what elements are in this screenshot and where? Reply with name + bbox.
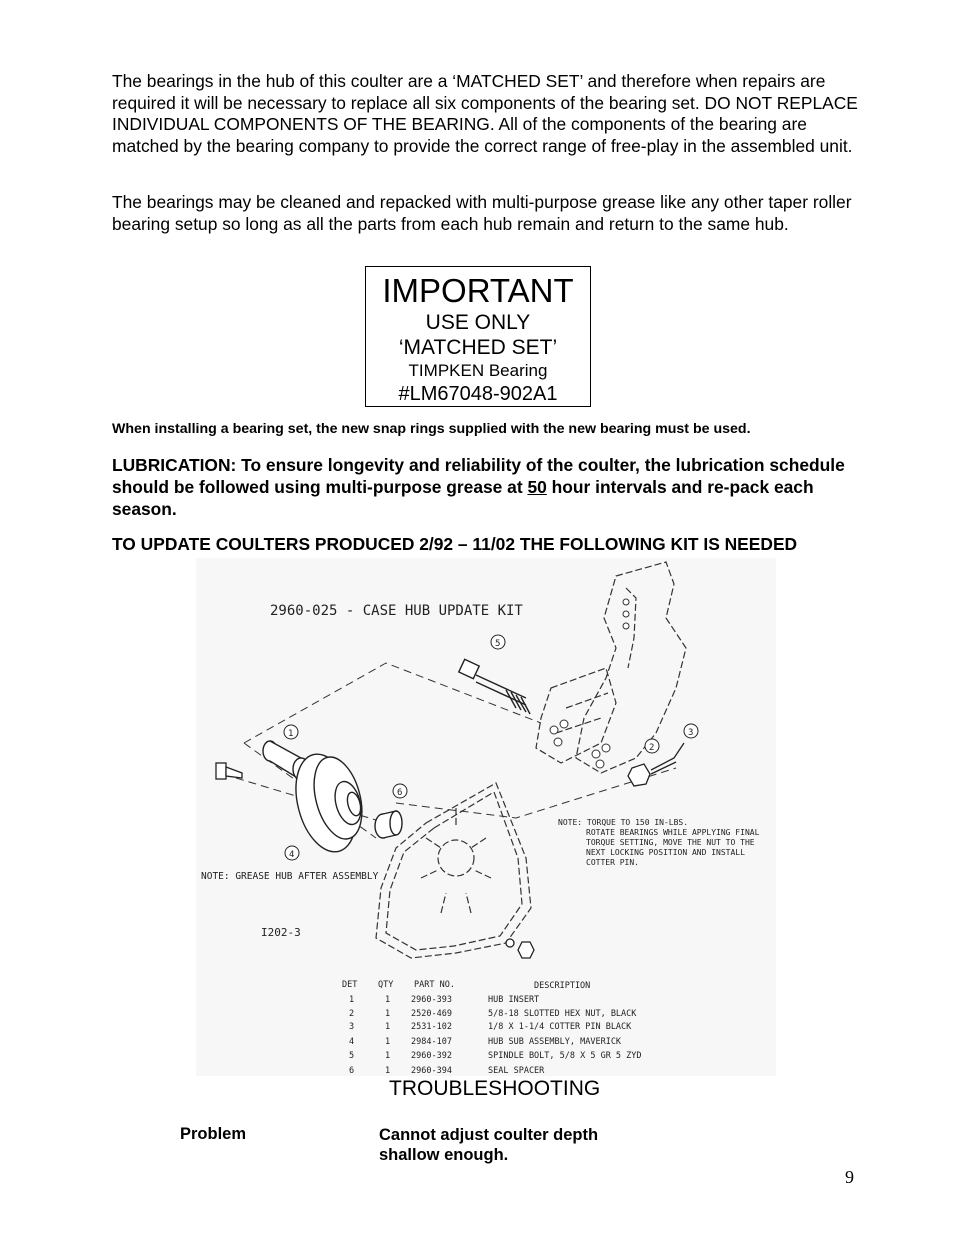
svg-text:NEXT LOCKING POSITION AND INST: NEXT LOCKING POSITION AND INSTALL bbox=[586, 848, 745, 857]
callout-5: 5 bbox=[495, 639, 501, 649]
svg-text:6: 6 bbox=[349, 1066, 355, 1076]
troubleshooting-heading: TROUBLESHOOTING bbox=[389, 1077, 601, 1100]
lubrication-hours: 50 bbox=[527, 477, 547, 497]
svg-text:COTTER PIN.: COTTER PIN. bbox=[586, 858, 639, 867]
svg-text:DET: DET bbox=[342, 980, 358, 990]
seal-spacer bbox=[375, 811, 402, 838]
callout-1: 1 bbox=[288, 729, 294, 739]
svg-text:QTY: QTY bbox=[378, 980, 394, 990]
important-title: IMPORTANT bbox=[382, 272, 574, 309]
svg-text:2531-102: 2531-102 bbox=[411, 1022, 452, 1032]
update-kit-heading: TO UPDATE COULTERS PRODUCED 2/92 – 11/02 THE FOLLOWING KIT IS NEEDED bbox=[112, 534, 798, 554]
problem-label: Problem bbox=[180, 1125, 247, 1143]
svg-text:SEAL SPACER: SEAL SPACER bbox=[488, 1066, 545, 1076]
svg-text:HUB INSERT: HUB INSERT bbox=[488, 995, 540, 1005]
svg-text:PART NO.: PART NO. bbox=[414, 980, 455, 990]
lubrication-text-start: LUBRICATION: To ensure longevity and reliability of the coulter, the lubrication schedule should be followed using multi-purpose grease at bbox=[112, 455, 845, 497]
important-part-number: #LM67048-902A1 bbox=[398, 383, 558, 405]
bearing-matched-set-paragraph: The bearings in the hub of this coulter are a ‘MATCHED SET’ and therefore when repairs are required it will be necessary to replace all six components of the bearing set. DO NOT REPLACE INDIVIDUAL COMPONENTS OF THE BEARING. All of the components of the bearing are matched by the bearing company to provide the correct range of free-play in the assembled unit. bbox=[112, 71, 858, 156]
snap-ring-note: When installing a bearing set, the new snap rings supplied with the new bearing must be used. bbox=[112, 421, 751, 437]
svg-text:2520-469: 2520-469 bbox=[411, 1009, 452, 1019]
svg-text:1: 1 bbox=[385, 1009, 391, 1019]
svg-text:2960-393: 2960-393 bbox=[411, 995, 452, 1005]
page-number: 9 bbox=[845, 1167, 854, 1187]
important-bearing-brand: TIMPKEN Bearing bbox=[408, 361, 548, 380]
svg-text:3: 3 bbox=[349, 1022, 355, 1032]
svg-text:2960-392: 2960-392 bbox=[411, 1051, 452, 1061]
svg-text:DESCRIPTION: DESCRIPTION bbox=[534, 981, 591, 991]
drawing-title: 2960-025 - CASE HUB UPDATE KIT bbox=[270, 603, 523, 619]
bearing-repack-paragraph: The bearings may be cleaned and repacked with multi-purpose grease like any other taper roller bearing setup so long as all the parts from each hub remain and return to the same hub. bbox=[112, 192, 852, 234]
svg-text:TORQUE SETTING, MOVE THE NUT T: TORQUE SETTING, MOVE THE NUT TO THE bbox=[586, 838, 755, 847]
svg-text:1: 1 bbox=[385, 1037, 391, 1047]
lubrication-text-end: hour intervals and re-pack each season. bbox=[112, 477, 814, 519]
svg-text:1: 1 bbox=[385, 995, 391, 1005]
callout-3: 3 bbox=[688, 728, 694, 738]
callout-2: 2 bbox=[649, 743, 655, 753]
important-use-only: USE ONLY bbox=[425, 311, 531, 334]
svg-text:1: 1 bbox=[385, 1066, 391, 1076]
svg-text:5/8-18 SLOTTED HEX NUT, BLACK: 5/8-18 SLOTTED HEX NUT, BLACK bbox=[488, 1009, 637, 1019]
svg-text:1: 1 bbox=[385, 1051, 391, 1061]
callout-4: 4 bbox=[289, 850, 295, 860]
svg-text:2984-107: 2984-107 bbox=[411, 1037, 452, 1047]
svg-text:HUB SUB ASSEMBLY, MAVERICK: HUB SUB ASSEMBLY, MAVERICK bbox=[488, 1037, 622, 1047]
svg-text:4: 4 bbox=[349, 1037, 355, 1047]
svg-text:1: 1 bbox=[349, 995, 355, 1005]
svg-text:2960-394: 2960-394 bbox=[411, 1066, 452, 1076]
hub-update-kit-drawing bbox=[196, 558, 776, 1076]
svg-text:2: 2 bbox=[349, 1009, 355, 1019]
svg-text:NOTE: TORQUE TO 150 IN-LBS.: NOTE: TORQUE TO 150 IN-LBS. bbox=[558, 818, 689, 827]
svg-text:1: 1 bbox=[385, 1022, 391, 1032]
exploded-view-svg bbox=[196, 558, 776, 1076]
svg-text:1/8 X 1-1/4 COTTER PIN BLACK: 1/8 X 1-1/4 COTTER PIN BLACK bbox=[488, 1022, 632, 1032]
problem-description: Cannot adjust coulter depth shallow enough. bbox=[379, 1126, 599, 1164]
important-notice-box bbox=[365, 266, 591, 407]
svg-text:SPINDLE BOLT, 5/8 X 5 GR 5 ZYD: SPINDLE BOLT, 5/8 X 5 GR 5 ZYD bbox=[488, 1051, 642, 1061]
svg-text:5: 5 bbox=[349, 1051, 355, 1061]
grease-note: NOTE: GREASE HUB AFTER ASSEMBLY bbox=[201, 871, 379, 882]
important-matched-set: ‘MATCHED SET’ bbox=[398, 336, 558, 359]
drawing-number: I202-3 bbox=[261, 926, 301, 939]
lubrication-paragraph bbox=[112, 454, 852, 520]
svg-text:ROTATE BEARINGS WHILE APPLYING: ROTATE BEARINGS WHILE APPLYING FINAL bbox=[586, 828, 760, 837]
callout-6: 6 bbox=[397, 788, 403, 798]
